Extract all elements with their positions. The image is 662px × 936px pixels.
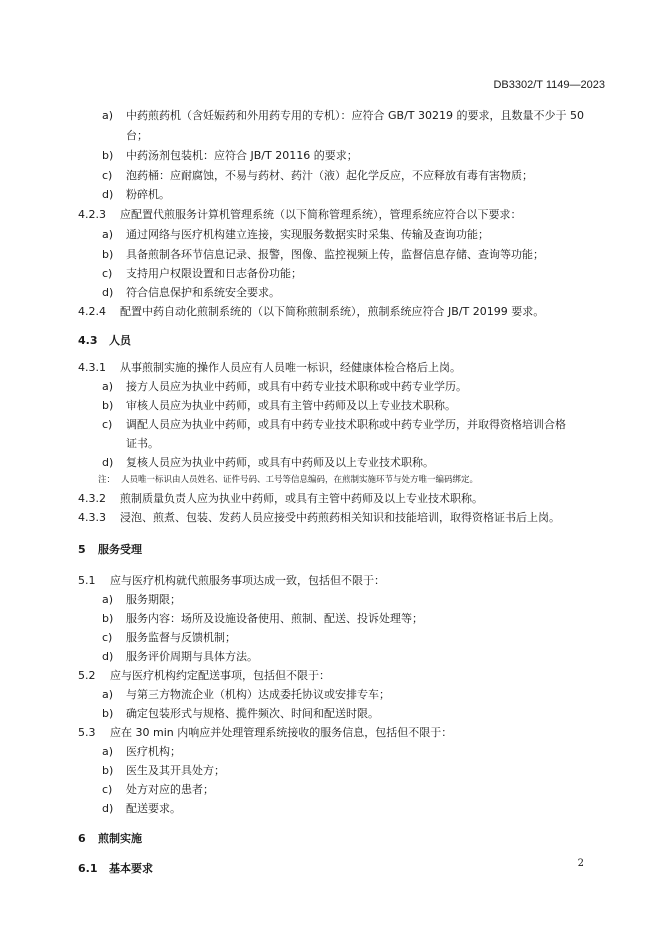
- item-letter: a): [102, 593, 114, 606]
- item-letter: b): [102, 248, 114, 261]
- list-item: [0, 415, 662, 435]
- clause-number: 4.2.3: [78, 208, 106, 221]
- item-text: 审核人员应为执业中药师，或具有主管中药师及以上专业技术职称。: [126, 399, 456, 412]
- clause-number: 4.2.4: [78, 305, 106, 318]
- item-text: 医疗机构；: [126, 745, 181, 758]
- item-letter: c): [102, 783, 113, 796]
- item-text: 接方人员应为执业中药师，或具有中药专业技术职称或中药专业学历。: [126, 380, 467, 393]
- item-letter: a): [102, 228, 114, 241]
- item-letter: c): [102, 631, 113, 644]
- item-text: 确定包装形式与规格、揽件频次、时间和配送时限。: [126, 707, 379, 720]
- list-item: [0, 704, 662, 724]
- item-text: 粉碎机。: [126, 188, 170, 201]
- item-text: 医生及其开具处方；: [126, 764, 225, 777]
- item-text: 泡药桶：应耐腐蚀，不易与药材、药汁（液）起化学反应，不应释放有毒有害物质；: [126, 169, 533, 182]
- list-item: [0, 685, 662, 705]
- clause-number: 5.1: [78, 574, 96, 587]
- clause: [0, 571, 662, 591]
- note-text: 人员唯一标识由人员姓名、证件号码、工号等信息编码，在煎制实施环节与处方唯一编码绑定。: [121, 475, 479, 485]
- list-item: [0, 396, 662, 416]
- item-text: 复核人员应为执业中药师，或具有中药师及以上专业技术职称。: [126, 456, 434, 469]
- item-letter: c): [102, 169, 113, 182]
- section-heading: [0, 331, 662, 351]
- clause-number: 4.3.2: [78, 492, 106, 505]
- clause-number: 4.3.1: [78, 361, 106, 374]
- list-item: [0, 264, 662, 284]
- list-item: [0, 647, 662, 667]
- list-item: [0, 628, 662, 648]
- item-text: 中药汤剂包装机：应符合 JB/T 20116 的要求；: [126, 149, 358, 162]
- item-text: 中药煎药机（含妊娠药和外用药专用的专机）：应符合 GB/T 30219 的要求，且数量不少于 50: [126, 109, 584, 122]
- list-item: [0, 225, 662, 245]
- clause-number: 5.2: [78, 669, 96, 682]
- list-item: [0, 106, 662, 126]
- clause-text: 配置中药自动化煎制系统的（以下简称煎制系统），煎制系统应符合 JB/T 20199 要求。: [120, 305, 545, 318]
- clause: [0, 508, 662, 528]
- item-text: 服务评价周期与具体方法。: [126, 650, 258, 663]
- list-item: [0, 799, 662, 819]
- item-letter: b): [102, 707, 114, 720]
- section-title: 基本要求: [109, 862, 153, 875]
- item-text: 与第三方物流企业（机构）达成委托协议或安排专车；: [126, 688, 390, 701]
- item-text: 配送要求。: [126, 802, 181, 815]
- list-item: [0, 590, 662, 610]
- section-heading: [0, 859, 662, 879]
- list-item: [0, 609, 662, 629]
- chapter-heading: [0, 540, 662, 560]
- list-item: [0, 742, 662, 762]
- standard-code: DB3302/T 1149—2023: [493, 79, 605, 91]
- clause: [0, 205, 662, 225]
- item-text: 具备煎制各环节信息记录、报警，图像、监控视频上传，监督信息存储、查询等功能；: [126, 248, 544, 261]
- section-number: 6.1: [78, 862, 98, 875]
- list-item: [0, 780, 662, 800]
- item-text: 通过网络与医疗机构建立连接，实现服务数据实时采集、传输及查询功能；: [126, 228, 489, 241]
- item-letter: c): [102, 267, 113, 280]
- clause-text: 从事煎制实施的操作人员应有人员唯一标识，经健康体检合格后上岗。: [120, 361, 461, 374]
- item-text: 台；: [126, 129, 148, 142]
- item-text: 服务期限；: [126, 593, 181, 606]
- clause-number: 5.3: [78, 726, 96, 739]
- item-letter: d): [102, 650, 114, 663]
- list-item: [0, 185, 662, 205]
- clause: [0, 358, 662, 378]
- list-item: [0, 283, 662, 303]
- item-text: 服务监督与反馈机制；: [126, 631, 236, 644]
- item-letter: d): [102, 286, 114, 299]
- clause-text: 应配置代煎服务计算机管理系统（以下简称管理系统），管理系统应符合以下要求：: [120, 208, 522, 221]
- note-label: 注：: [98, 475, 116, 485]
- item-letter: b): [102, 764, 114, 777]
- item-letter: a): [102, 688, 114, 701]
- item-letter: d): [102, 188, 114, 201]
- item-letter: a): [102, 745, 114, 758]
- list-item-continuation: [0, 126, 662, 146]
- item-letter: d): [102, 802, 114, 815]
- list-item: [0, 377, 662, 397]
- clause: [0, 489, 662, 509]
- clause-number: 4.3.3: [78, 511, 106, 524]
- clause-text: 浸泡、煎煮、包装、发药人员应接受中药煎药相关知识和技能培训，取得资格证书后上岗。: [120, 511, 560, 524]
- chapter-number: 5: [78, 543, 86, 556]
- item-letter: d): [102, 456, 114, 469]
- item-text: 支持用户权限设置和日志备份功能；: [126, 267, 302, 280]
- item-letter: b): [102, 149, 114, 162]
- section-title: 人员: [109, 334, 131, 347]
- item-text: 符合信息保护和系统安全要求。: [126, 286, 280, 299]
- list-item: [0, 245, 662, 265]
- list-item: [0, 166, 662, 186]
- note: [0, 470, 662, 490]
- clause-text: 应与医疗机构约定配送事项，包括但不限于：: [110, 669, 330, 682]
- clause: [0, 302, 662, 322]
- list-item: [0, 146, 662, 166]
- clause-text: 应在 30 min 内响应并处理管理系统接收的服务信息，包括但不限于：: [110, 726, 453, 739]
- item-text: 处方对应的患者；: [126, 783, 214, 796]
- clause-text: 煎制质量负责人应为执业中药师，或具有主管中药师及以上专业技术职称。: [120, 492, 483, 505]
- chapter-title: 服务受理: [98, 543, 142, 556]
- list-item-continuation: [0, 434, 662, 454]
- item-letter: b): [102, 399, 114, 412]
- item-text: 服务内容：场所及设施设备使用、煎制、配送、投诉处理等；: [126, 612, 423, 625]
- item-letter: a): [102, 380, 114, 393]
- clause: [0, 723, 662, 743]
- item-letter: c): [102, 418, 113, 431]
- list-item: [0, 761, 662, 781]
- item-text: 调配人员应为执业中药师，或具有中药专业技术职称或中药专业学历，并取得资格培训合格: [126, 418, 566, 431]
- chapter-number: 6: [78, 832, 86, 845]
- section-number: 4.3: [78, 334, 98, 347]
- page-number: 2: [577, 858, 584, 869]
- item-letter: b): [102, 612, 114, 625]
- item-text: 证书。: [126, 437, 159, 450]
- clause-text: 应与医疗机构就代煎服务事项达成一致，包括但不限于：: [110, 574, 385, 587]
- item-letter: a): [102, 109, 114, 122]
- chapter-heading: [0, 829, 662, 849]
- chapter-title: 煎制实施: [98, 832, 142, 845]
- clause: [0, 666, 662, 686]
